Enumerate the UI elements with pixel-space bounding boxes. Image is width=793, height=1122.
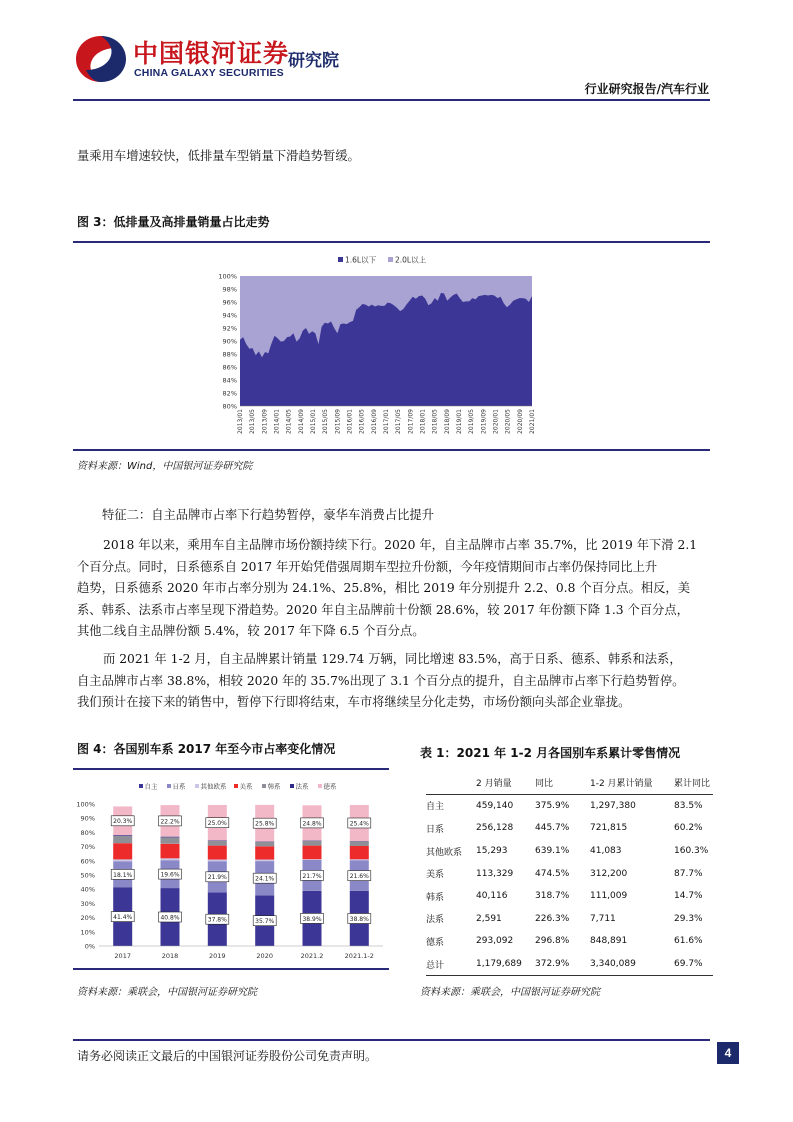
- data-label: 35.7%: [255, 918, 275, 926]
- row-label: 自主: [426, 802, 445, 813]
- table-cell: 69.7%: [674, 953, 713, 976]
- legend-swatch: [388, 257, 393, 262]
- y-tick-label: 0%: [84, 942, 95, 951]
- feature2-para1: [77, 535, 717, 643]
- table-cell: 2,591: [476, 913, 502, 924]
- x-tick-label: 2019: [209, 952, 226, 960]
- x-tick-label: 2017/01: [383, 409, 390, 434]
- y-tick-label: 84%: [222, 376, 237, 385]
- table-cell: 1,297,380: [590, 800, 636, 811]
- footer-disclaimer: 请务必阅读正文最后的中国银河证券股份公司免责声明。: [77, 1049, 378, 1063]
- table-cell: 111,009: [590, 891, 628, 902]
- para1-line: 系、韩系、法系市占率呈现下滑趋势。2020 年自主品牌前十份额 28.6%，较 2017 年份额下降 1.3 个百分点，: [77, 602, 689, 617]
- table-cell: 160.3%: [674, 846, 709, 857]
- table-row: [426, 885, 713, 908]
- x-tick-label: 2021.1-2: [344, 952, 374, 960]
- fig3-bottom-rule: [73, 449, 710, 451]
- table-cell: 226.3%: [535, 913, 570, 924]
- bar-segment: [113, 859, 132, 861]
- bar-segment: [350, 841, 369, 846]
- data-label: 18.1%: [113, 871, 133, 879]
- data-label: 37.8%: [207, 916, 227, 924]
- row-label: 日系: [426, 824, 445, 835]
- legend-label: 自主: [144, 782, 158, 791]
- logo-english-name: CHINA GALAXY SECURITIES: [134, 67, 284, 79]
- data-label: 25.8%: [255, 820, 275, 828]
- fig4-source: 资料来源：乘联会，中国银河证券研究院: [77, 987, 257, 998]
- table-cell: 848,891: [590, 936, 628, 947]
- bar-segment: [303, 841, 322, 846]
- y-tick-label: 70%: [80, 843, 95, 852]
- table-cell: 14.7%: [674, 891, 703, 902]
- legend-label: 日系: [172, 782, 186, 791]
- table-cell: 639.1%: [535, 846, 570, 857]
- x-tick-label: 2017/09: [407, 409, 415, 434]
- x-tick-label: 2019/01: [456, 409, 463, 434]
- x-tick-label: 2019/05: [468, 409, 476, 434]
- table-cell: 60.2%: [674, 823, 703, 834]
- legend-label: 美系: [239, 782, 253, 791]
- row-label: 美系: [426, 870, 445, 881]
- y-tick-label: 92%: [222, 324, 237, 333]
- legend-label: 法系: [295, 782, 309, 791]
- table-header: 累计同比: [674, 771, 713, 794]
- data-label: 25.4%: [349, 820, 369, 828]
- row-label: 其他欧系: [426, 847, 463, 858]
- legend-swatch: [195, 784, 199, 788]
- x-tick-label: 2021/01: [529, 409, 536, 434]
- table1-title: 表 1：2021 年 1-2 月各国别车系累计零售情况: [420, 746, 681, 760]
- row-label: 法系: [426, 915, 445, 926]
- fig4-chart: [73, 772, 391, 968]
- bar-segment: [350, 859, 369, 860]
- y-tick-label: 10%: [80, 928, 95, 937]
- para2-line: 自主品牌市占率 38.8%，相较 2020 年的 35.7%出现了 3.1 个百分点的提升，自主品牌市占率下行趋势暂停。: [77, 673, 685, 688]
- fig4-legend: [139, 782, 337, 791]
- y-tick-label: 100%: [218, 272, 237, 281]
- data-label: 24.8%: [302, 820, 322, 828]
- data-label: 19.6%: [160, 871, 180, 879]
- data-label: 41.4%: [113, 914, 133, 921]
- fig3-chart: [200, 248, 560, 448]
- bar-segment: [208, 860, 227, 862]
- legend-swatch: [290, 784, 294, 788]
- y-tick-label: 80%: [222, 402, 237, 411]
- legend-swatch: [318, 784, 322, 788]
- legend-swatch: [139, 784, 143, 788]
- table-cell: 312,200: [590, 868, 628, 879]
- bar-segment: [255, 842, 274, 847]
- table-cell: 15,293: [476, 846, 508, 857]
- report-type: 行业研究报告/汽车行业: [584, 82, 709, 96]
- table-row: [426, 817, 713, 840]
- table-header: [426, 771, 476, 794]
- fig3-source: 资料来源：Wind，中国银河证券研究院: [77, 461, 253, 472]
- legend-swatch: [167, 784, 171, 788]
- x-tick-label: 2014/09: [297, 409, 305, 434]
- data-label: 21.7%: [302, 872, 322, 880]
- x-tick-label: 2017: [114, 952, 131, 960]
- x-tick-label: 2016/05: [358, 409, 366, 434]
- y-tick-label: 80%: [80, 828, 95, 837]
- legend-swatch: [262, 784, 266, 788]
- para1-line: 其他二线自主品牌份额 5.4%，较 2017 年下降 6.5 个百分点。: [77, 624, 425, 638]
- x-tick-label: 2015/09: [334, 409, 342, 434]
- bar-segment: [303, 859, 322, 860]
- x-tick-label: 2020/05: [504, 409, 512, 434]
- table-row: [426, 930, 713, 953]
- y-tick-label: 50%: [80, 871, 95, 880]
- fig3-legend: [338, 255, 427, 265]
- table-cell: 293,092: [476, 936, 514, 947]
- table-cell: 474.5%: [535, 868, 570, 879]
- x-tick-label: 2017/05: [395, 409, 403, 434]
- fig3-title: 图 3：低排量及高排量销量占比走势: [77, 215, 270, 229]
- x-tick-label: 2015/01: [310, 409, 317, 434]
- bar-segment: [113, 836, 132, 843]
- y-tick-label: 86%: [222, 363, 237, 372]
- x-tick-label: 2018/01: [419, 409, 427, 434]
- header-rule: [73, 99, 710, 101]
- x-tick-label: 2018/05: [431, 409, 439, 434]
- data-label: 21.9%: [207, 874, 227, 882]
- footer-rule: [73, 1039, 710, 1041]
- galaxy-logo-icon: [72, 32, 130, 86]
- table-cell: 87.7%: [674, 868, 703, 879]
- para2-line: 我们预计在接下来的销售中，暂停下行即将结束，车市将继续呈分化走势，市场份额向头部企业靠拢。: [77, 695, 631, 709]
- data-label: 25.0%: [207, 820, 227, 828]
- y-tick-label: 90%: [80, 814, 95, 823]
- table-cell: 1,179,689: [476, 953, 535, 976]
- y-tick-label: 30%: [80, 899, 95, 908]
- row-label: 总计: [426, 953, 476, 976]
- x-tick-label: 2013/05: [249, 409, 257, 434]
- x-tick-label: 2014/01: [273, 409, 281, 434]
- para1-line: 个百分点。同时，日系德系自 2017 年开始凭借强周期车型拉升份额，今年疫情期间市占率仍保持同比上升: [77, 559, 658, 574]
- feature2-heading: 特征二：自主品牌市占率下行趋势暂停，豪华车消费占比提升: [102, 508, 435, 522]
- fig4-bottom-rule: [73, 968, 389, 970]
- table-header-row: [426, 771, 713, 794]
- x-tick-label: 2019/09: [480, 409, 488, 434]
- table-row: [426, 794, 713, 817]
- bar-segment: [113, 843, 132, 859]
- table-cell: 318.7%: [535, 891, 570, 902]
- feature2-para2: [77, 649, 717, 714]
- x-tick-label: 2020: [256, 952, 273, 960]
- table-row: [426, 862, 713, 885]
- table-cell: 375.9%: [535, 800, 570, 811]
- data-label: 22.2%: [160, 818, 180, 826]
- data-label: 21.6%: [349, 873, 369, 880]
- data-label: 40.8%: [160, 914, 180, 922]
- table-cell: 296.8%: [535, 936, 570, 947]
- data-label: 24.1%: [255, 875, 275, 883]
- table-cell: 372.9%: [535, 953, 590, 976]
- table-total-row: [426, 953, 713, 976]
- legend-label: 德系: [323, 782, 337, 791]
- table-cell: 3,340,089: [590, 953, 674, 976]
- data-label: 20.3%: [113, 818, 133, 826]
- x-tick-label: 2016/09: [370, 409, 378, 434]
- fig4-top-rule: [73, 768, 389, 770]
- fig4-x-axis: [99, 946, 383, 960]
- x-tick-label: 2013/09: [261, 409, 269, 434]
- x-tick-label: 2018: [161, 952, 179, 960]
- row-label: 德系: [426, 937, 445, 948]
- para1-line: 2018 年以来，乘用车自主品牌市场份额持续下行。2020 年，自主品牌市占率 35.7%，比 2019 年下滑 2.1: [103, 538, 698, 552]
- table-header: 2 月销量: [476, 771, 535, 794]
- table1: [426, 771, 713, 976]
- table-cell: 445.7%: [535, 823, 570, 834]
- bar-segment: [208, 846, 227, 860]
- table1-source: 资料来源：乘联会，中国银河证券研究院: [420, 987, 600, 998]
- fig3-plot-area: [240, 276, 532, 406]
- table-cell: 41,083: [590, 846, 622, 857]
- logo-institute: 研究院: [288, 51, 339, 71]
- bar-segment: [161, 837, 180, 838]
- table-row: [426, 840, 713, 863]
- legend-swatch: [234, 784, 238, 788]
- bar-segment: [208, 841, 227, 846]
- y-tick-label: 20%: [80, 914, 95, 923]
- x-tick-label: 2021.2: [300, 952, 324, 960]
- bar-segment: [161, 858, 180, 860]
- legend-label: 2.0L以上: [395, 255, 427, 265]
- x-tick-label: 2014/05: [285, 409, 293, 434]
- data-label: 38.9%: [302, 915, 322, 923]
- table-cell: 459,140: [476, 800, 514, 811]
- logo-chinese-name: 中国银河证券: [133, 39, 290, 68]
- para2-line: 而 2021 年 1-2 月，自主品牌累计销量 129.74 万辆，同比增速 83.5%，高于日系、德系、韩系和法系，: [103, 652, 682, 666]
- legend-label: 1.6L以下: [345, 255, 377, 265]
- bar-segment: [303, 846, 322, 860]
- y-tick-label: 96%: [222, 298, 237, 307]
- x-tick-label: 2020/01: [492, 409, 500, 434]
- table-header: 1-2 月累计销量: [590, 771, 674, 794]
- intro-line: 量乘用车增速较快，低排量车型销量下滑趋势暂缓。: [77, 149, 360, 163]
- x-tick-label: 2013/01: [237, 409, 244, 434]
- table-cell: 113,329: [476, 868, 514, 879]
- y-tick-label: 82%: [222, 389, 237, 398]
- table-cell: 721,815: [590, 823, 628, 834]
- bar-segment: [350, 846, 369, 859]
- table-cell: 256,128: [476, 823, 514, 834]
- bar-segment: [161, 844, 180, 859]
- fig4-y-axis: [76, 801, 95, 951]
- page-number: 4: [717, 1042, 739, 1064]
- fig4-bars: [111, 805, 371, 946]
- legend-label: 韩系: [267, 782, 281, 791]
- y-tick-label: 94%: [222, 311, 237, 320]
- y-tick-label: 40%: [80, 885, 95, 894]
- x-tick-label: 2018/09: [443, 409, 451, 434]
- table-cell: 7,711: [590, 913, 616, 924]
- para1-line: 趋势，日系德系 2020 年市占率分别为 24.1%、25.8%，相比 2019 年分别提升 2.2、0.8 个百分点。相反，美: [77, 581, 690, 595]
- y-tick-label: 100%: [76, 800, 95, 809]
- y-tick-label: 88%: [222, 350, 237, 359]
- x-tick-label: 2016/01: [346, 409, 354, 434]
- y-tick-label: 98%: [222, 285, 237, 294]
- bar-segment: [161, 837, 180, 844]
- fig3-top-rule: [73, 241, 710, 243]
- table-header: 同比: [535, 771, 590, 794]
- legend-label: 其他欧系: [200, 782, 227, 791]
- fig4-title: 图 4：各国别车系 2017 年至今市占率变化情况: [77, 742, 336, 756]
- y-tick-label: 90%: [222, 337, 237, 346]
- x-tick-label: 2015/05: [322, 409, 330, 434]
- fig3-y-axis: [218, 273, 237, 411]
- bar-segment: [113, 835, 132, 836]
- bar-segment: [255, 846, 274, 859]
- table-cell: 40,116: [476, 891, 508, 902]
- data-label: 38.8%: [349, 915, 369, 923]
- x-tick-label: 2020/09: [516, 409, 524, 434]
- table-cell: 29.3%: [674, 913, 703, 924]
- table-cell: 83.5%: [674, 800, 703, 811]
- fig3-x-axis: [237, 406, 536, 434]
- table-row: [426, 908, 713, 931]
- header: [0, 0, 793, 110]
- row-label: 韩系: [426, 892, 445, 903]
- legend-swatch: [338, 257, 343, 262]
- table-cell: 61.6%: [674, 936, 703, 947]
- bar-segment: [255, 860, 274, 862]
- y-tick-label: 60%: [80, 857, 95, 866]
